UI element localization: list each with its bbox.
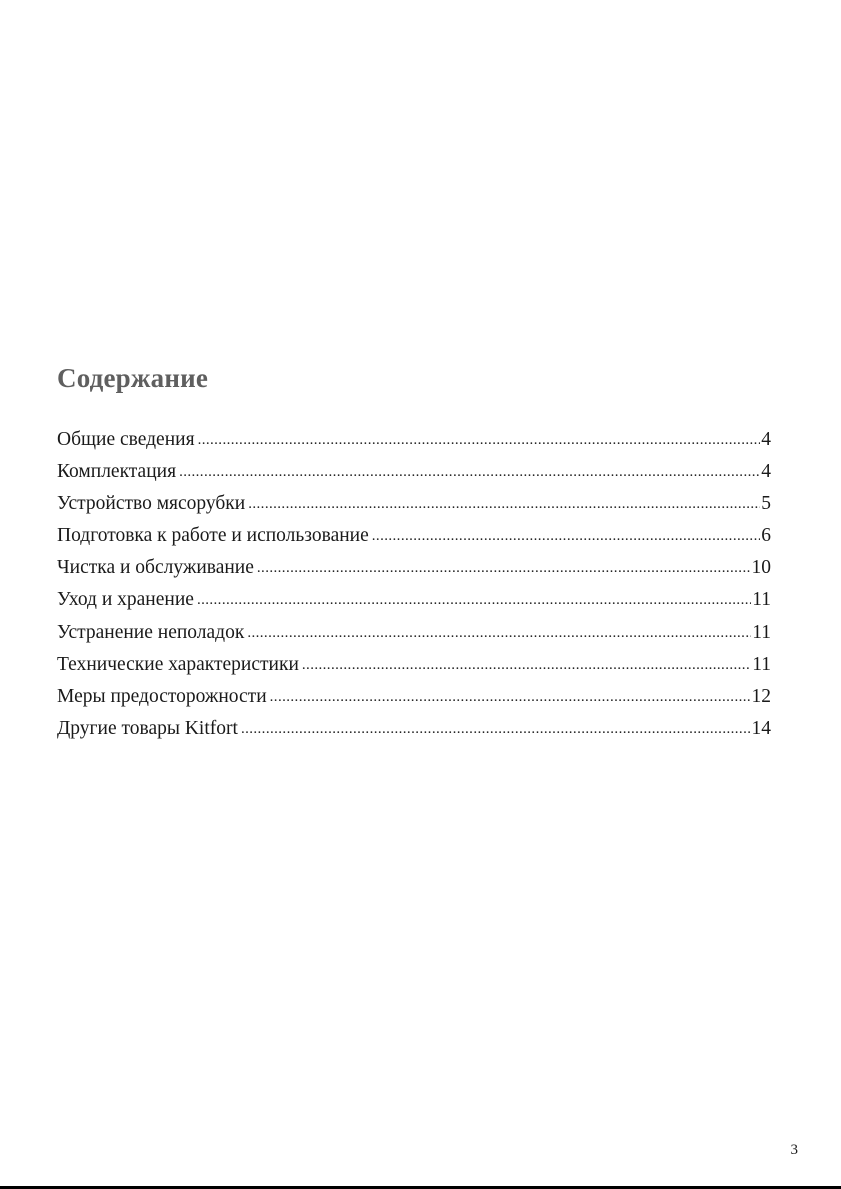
- toc-entry-page: 14: [751, 717, 771, 739]
- dot-leader: [197, 584, 751, 616]
- toc-entry-page: 12: [751, 685, 771, 707]
- toc-entry-label: Устройство мясорубки: [57, 493, 246, 515]
- toc-entry-care-and-storage[interactable]: [57, 584, 771, 616]
- toc-entry-label: Меры предосторожности: [57, 685, 267, 707]
- table-of-contents: [57, 424, 771, 745]
- toc-entry-label: Комплектация: [57, 461, 177, 483]
- toc-entry-label: Чистка и обслуживание: [57, 557, 254, 579]
- page-number: 3: [790, 1142, 798, 1158]
- toc-entry-general-info[interactable]: [57, 424, 771, 456]
- toc-entry-other-products[interactable]: [57, 713, 771, 745]
- toc-entry-page: 5: [761, 493, 771, 515]
- dot-leader: [179, 456, 760, 488]
- dot-leader: [248, 488, 760, 520]
- toc-entry-page: 10: [751, 557, 771, 579]
- dot-leader: [241, 713, 751, 745]
- toc-entry-label: Устранение неполадок: [57, 621, 245, 643]
- toc-entry-page: 11: [752, 653, 771, 675]
- toc-title: Содержание: [57, 363, 209, 393]
- toc-entry-label: Уход и хранение: [57, 589, 194, 611]
- toc-entry-label: Общие сведения: [57, 429, 195, 450]
- toc-entry-preparation-and-use[interactable]: [57, 520, 771, 552]
- toc-entry-troubleshooting[interactable]: [57, 617, 771, 649]
- toc-entry-safety-precautions[interactable]: [57, 681, 771, 713]
- toc-entry-label: Другие товары Kitfort: [57, 717, 238, 739]
- toc-entry-cleaning-and-maintenance[interactable]: [57, 552, 771, 584]
- dot-leader: [302, 649, 751, 681]
- toc-entry-device-layout[interactable]: [57, 488, 771, 520]
- toc-entry-page: 11: [752, 589, 771, 611]
- dot-leader: [198, 424, 761, 456]
- toc-entry-specifications[interactable]: [57, 649, 771, 681]
- toc-entry-page: 4: [761, 429, 771, 450]
- toc-entry-label: Подготовка к работе и использование: [57, 525, 369, 547]
- toc-entry-label: Технические характеристики: [57, 653, 299, 675]
- dot-leader: [372, 520, 760, 552]
- toc-entry-package-contents[interactable]: [57, 456, 771, 488]
- dot-leader: [247, 617, 751, 649]
- toc-entry-page: 6: [761, 525, 771, 547]
- toc-entry-page: 4: [761, 461, 771, 483]
- toc-entry-page: 11: [752, 621, 771, 643]
- dot-leader: [270, 681, 751, 713]
- dot-leader: [257, 552, 751, 584]
